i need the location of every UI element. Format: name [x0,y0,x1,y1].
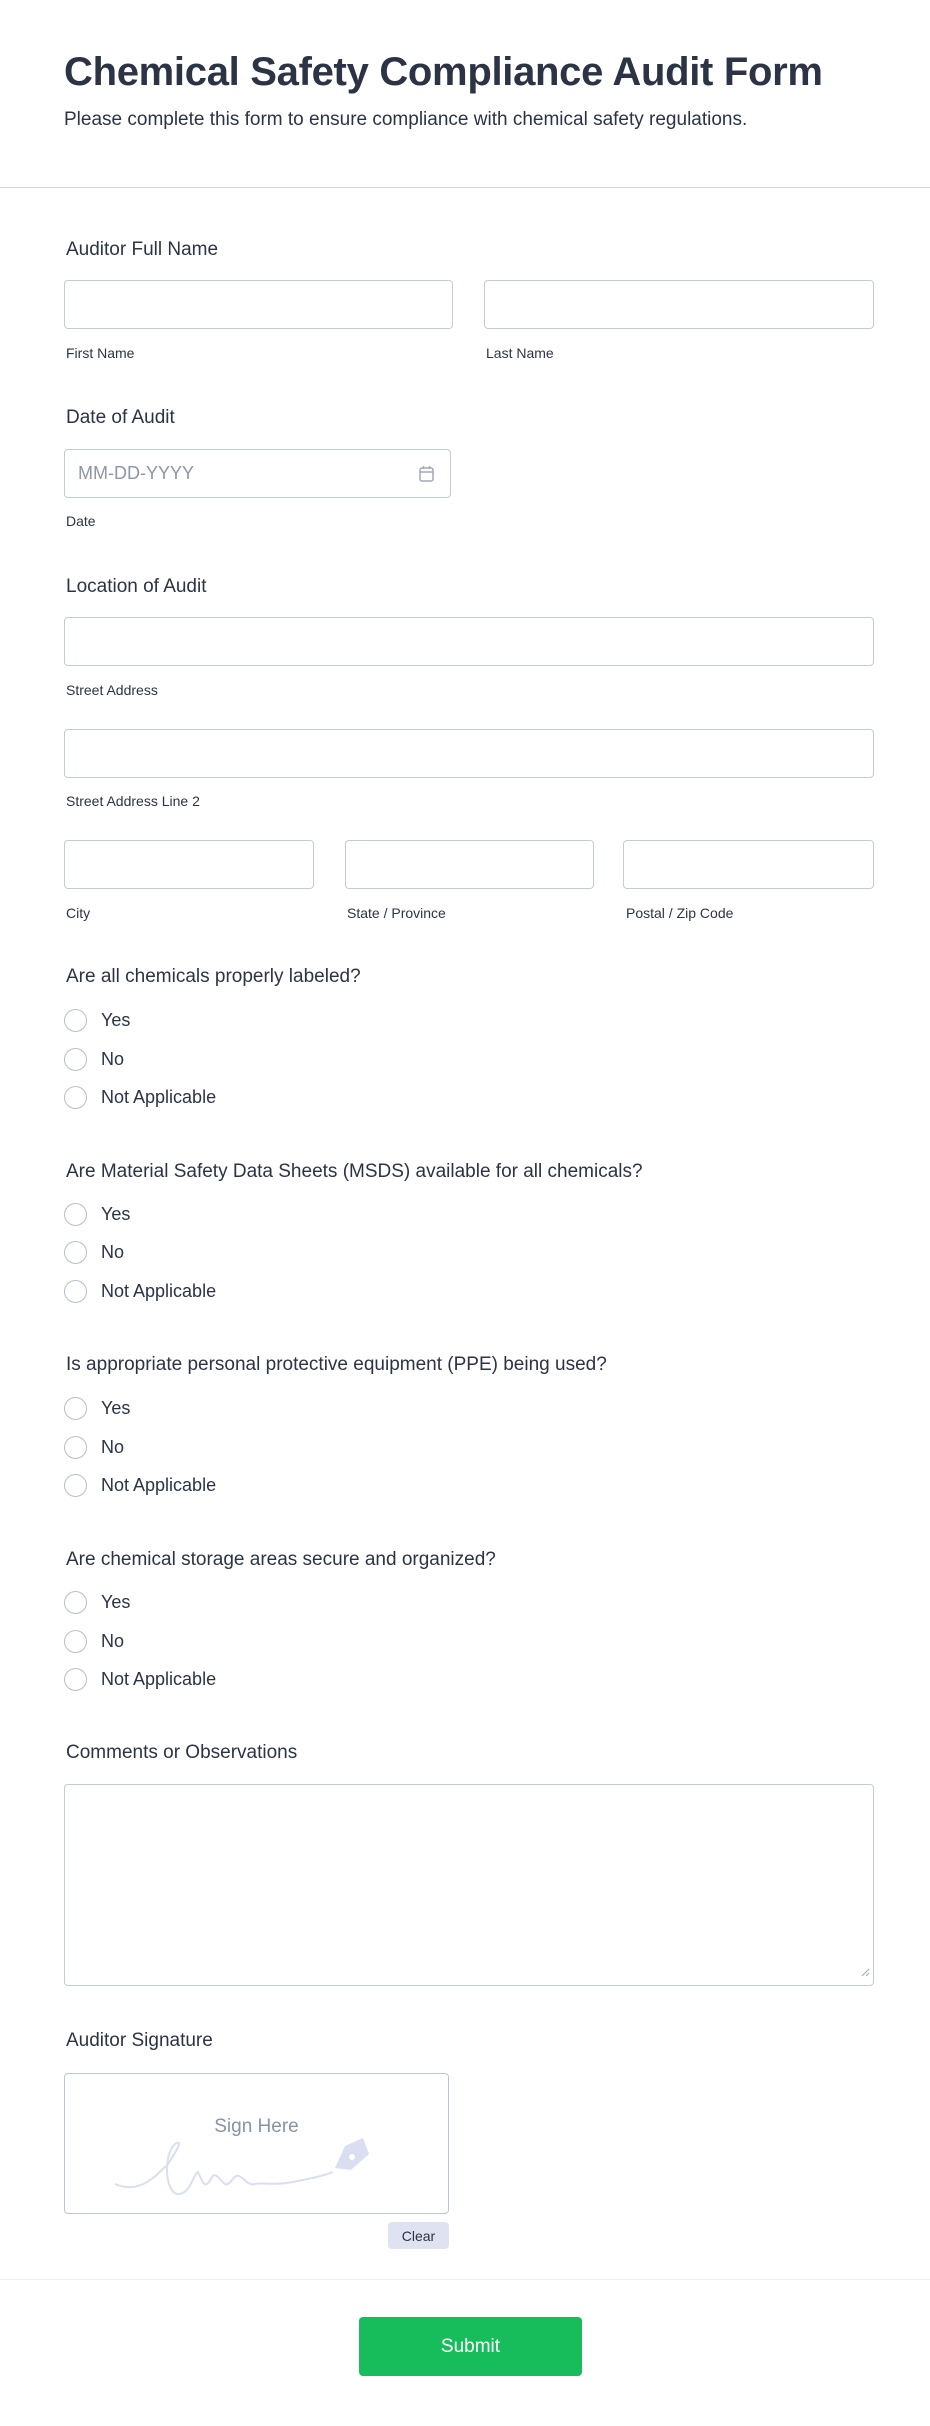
city-input[interactable] [64,840,314,889]
radio-option-no[interactable]: No [64,1630,124,1653]
street-address-2-input[interactable] [64,729,874,778]
submit-button[interactable]: Submit [359,2317,582,2376]
radio-button[interactable] [64,1009,87,1032]
radio-option-yes[interactable]: Yes [64,1009,130,1032]
comments-textarea[interactable] [64,1784,874,1986]
question-label: Are all chemicals properly labeled? [66,966,361,987]
footer-divider [0,2279,930,2280]
last-name-sublabel: Last Name [486,345,554,361]
clear-signature-button[interactable]: Clear [388,2222,449,2249]
radio-button[interactable] [64,1048,87,1071]
radio-option-na[interactable]: Not Applicable [64,1086,216,1109]
street-address-input[interactable] [64,617,874,666]
street-address-sublabel: Street Address [66,682,158,698]
zip-sublabel: Postal / Zip Code [626,905,734,921]
radio-button[interactable] [64,1630,87,1653]
radio-option-no[interactable]: No [64,1436,124,1459]
calendar-icon[interactable] [418,464,436,489]
radio-button[interactable] [64,1086,87,1109]
question-label: Are chemical storage areas secure and organized? [66,1549,496,1570]
radio-button[interactable] [64,1436,87,1459]
header-divider [0,187,930,188]
radio-option-yes[interactable]: Yes [64,1591,130,1614]
location-label: Location of Audit [66,576,207,597]
question-label: Are Material Safety Data Sheets (MSDS) available for all chemicals? [66,1161,643,1182]
sign-here-placeholder: Sign Here [214,2116,299,2137]
radio-option-na[interactable]: Not Applicable [64,1668,216,1691]
first-name-input[interactable] [64,280,453,329]
date-placeholder: MM-DD-YYYY [78,463,194,483]
radio-option-na[interactable]: Not Applicable [64,1280,216,1303]
city-sublabel: City [66,905,91,921]
signature-pen-icon [113,2124,403,2204]
question-label: Is appropriate personal protective equipment (PPE) being used? [66,1354,607,1375]
last-name-input[interactable] [484,280,874,329]
radio-button[interactable] [64,1474,87,1497]
radio-option-yes[interactable]: Yes [64,1397,130,1420]
radio-button[interactable] [64,1280,87,1303]
auditor-name-label: Auditor Full Name [66,239,219,260]
form-subtitle: Please complete this form to ensure compliance with chemical safety regulations. [64,109,748,130]
state-input[interactable] [345,840,594,889]
signature-label: Auditor Signature [66,2030,213,2051]
state-sublabel: State / Province [347,905,446,921]
radio-button[interactable] [64,1203,87,1226]
signature-pad[interactable] [64,2073,449,2214]
radio-button[interactable] [64,1241,87,1264]
resize-handle-icon[interactable] [861,1964,870,1982]
street-address-2-sublabel: Street Address Line 2 [66,793,200,809]
form-title: Chemical Safety Compliance Audit Form [64,50,823,94]
date-label: Date of Audit [66,407,175,428]
radio-option-yes[interactable]: Yes [64,1203,130,1226]
radio-option-na[interactable]: Not Applicable [64,1474,216,1497]
radio-button[interactable] [64,1397,87,1420]
radio-button[interactable] [64,1668,87,1691]
date-sublabel: Date [66,513,96,529]
comments-label: Comments or Observations [66,1742,298,1763]
date-input[interactable] [64,449,451,498]
radio-option-no[interactable]: No [64,1048,124,1071]
radio-option-no[interactable]: No [64,1241,124,1264]
zip-input[interactable] [623,840,874,889]
first-name-sublabel: First Name [66,345,135,361]
radio-button[interactable] [64,1591,87,1614]
